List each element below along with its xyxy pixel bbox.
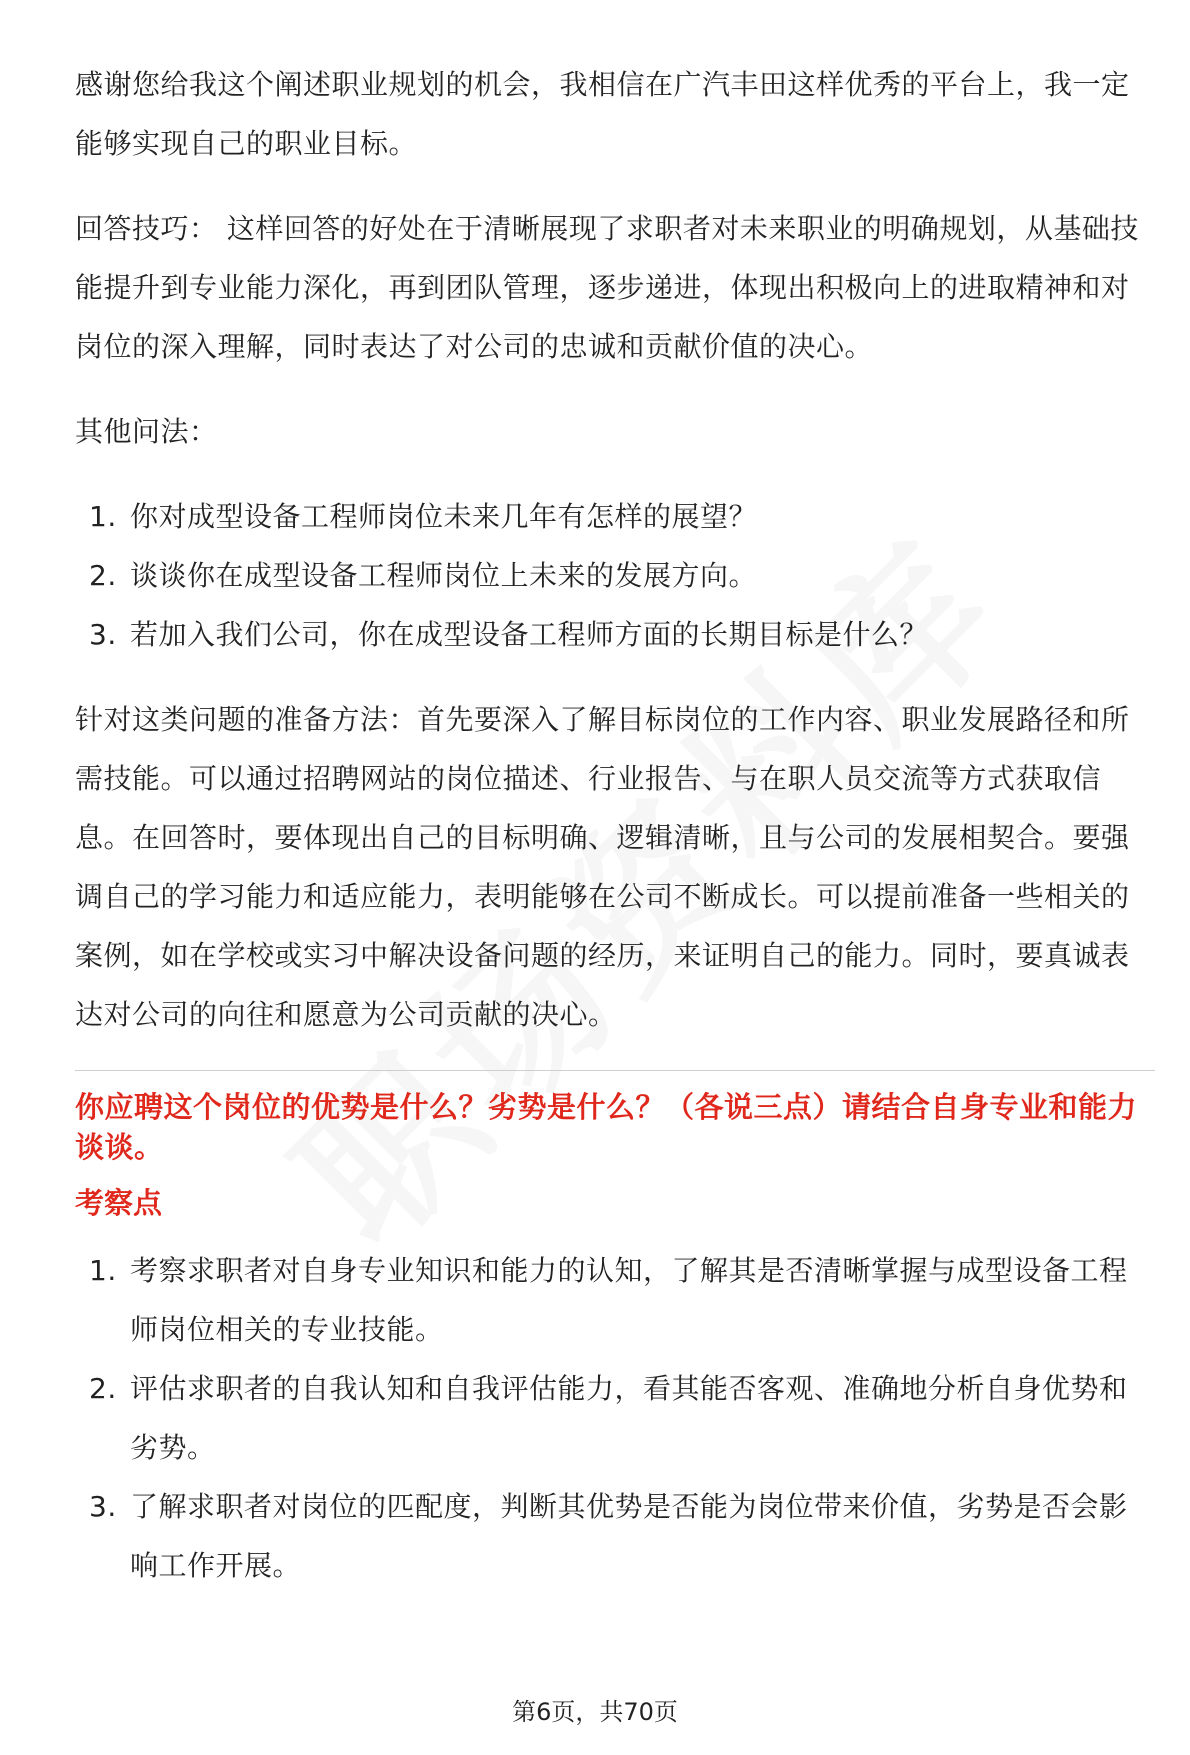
assessment-points-heading: 考察点 bbox=[75, 1186, 163, 1220]
list-item: 3. 了解求职者对岗位的匹配度，判断其优势是否能为岗位带来价值，劣势是否会影响工作开展。 bbox=[89, 1490, 1128, 1582]
list-item: 2. 评估求职者的自我认知和自我评估能力，看其能否客观、准确地分析自身优势和劣势。 bbox=[89, 1372, 1128, 1464]
section-divider bbox=[75, 1070, 1155, 1071]
answer-tip-paragraph: 回答技巧： 这样回答的好处在于清晰展现了求职者对未来职业的明确规划，从基础技能提升到专业能力深化，再到团队管理，逐步递进，体现出积极向上的进取精神和对岗位的深入理解，同时表达了对公司的忠诚和贡献价值的决心。 bbox=[75, 212, 1139, 363]
page-content bbox=[75, 55, 1155, 1621]
page-number: 第6页，共70页 bbox=[512, 1698, 678, 1726]
list-item: 2. 谈谈你在成型设备工程师岗位上未来的发展方向。 bbox=[89, 559, 758, 592]
preparation-paragraph: 针对这类问题的准备方法：首先要深入了解目标岗位的工作内容、职业发展路径和所需技能。可以通过招聘网站的岗位描述、行业报告、与在职人员交流等方式获取信息。在回答时，要体现出自己的目标明确、逻辑清晰，且与公司的发展相契合。要强调自己的学习能力和适应能力，表明能够在公司不断成长。可以提前准备一些相关的案例，如在学校或实习中解决设备问题的经历，来证明自己的能力。同时，要真诚表达对公司的向往和愿意为公司贡献的决心。 bbox=[75, 703, 1130, 1031]
other-questions-label: 其他问法： bbox=[75, 415, 218, 448]
other-questions-list bbox=[75, 487, 1155, 664]
list-item: 3. 若加入我们公司，你在成型设备工程师方面的长期目标是什么？ bbox=[89, 618, 929, 651]
closing-paragraph: 感谢您给我这个阐述职业规划的机会，我相信在广汽丰田这样优秀的平台上，我一定能够实现自己的职业目标。 bbox=[75, 68, 1130, 160]
list-item: 1. 考察求职者对自身专业知识和能力的认知，了解其是否清晰掌握与成型设备工程师岗位相关的专业技能。 bbox=[89, 1254, 1128, 1346]
list-item: 1. 你对成型设备工程师岗位未来几年有怎样的展望？ bbox=[89, 500, 758, 533]
question-title: 你应聘这个岗位的优势是什么？劣势是什么？（各说三点）请结合自身专业和能力谈谈。 bbox=[75, 1090, 1138, 1164]
assessment-points-list bbox=[75, 1241, 1155, 1595]
